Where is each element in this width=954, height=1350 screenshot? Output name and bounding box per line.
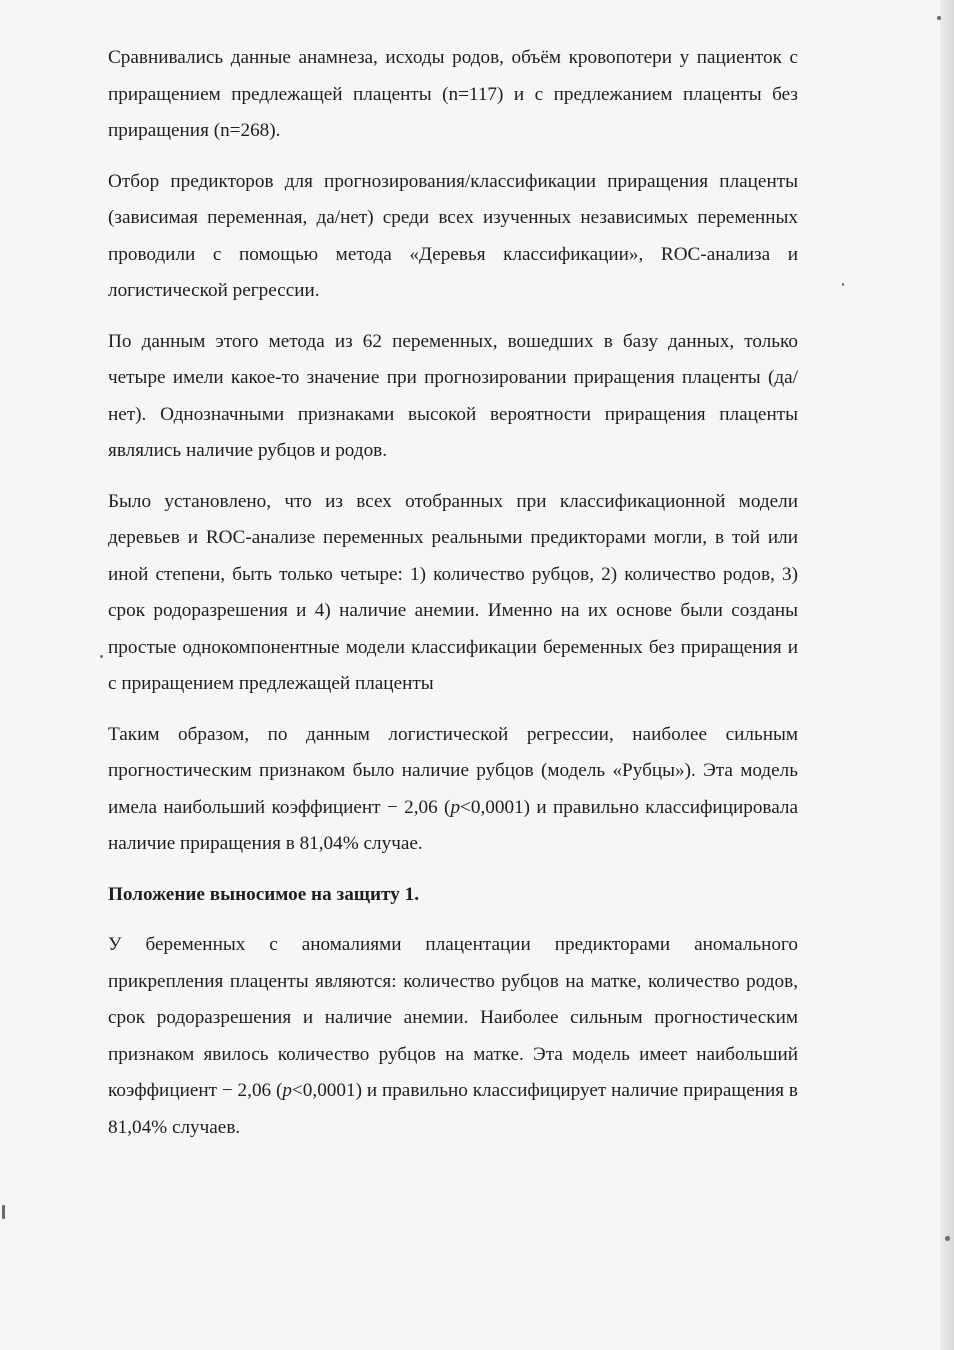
- paragraph-predictor-selection: Отбор предикторов для прогнозирования/классификации приращения плаценты (зависимая переменная, да/нет) среди всех изученных независимых переменных проводили с помощью метода «Деревья классификации», ROC-анализа и логистической регрессии.: [108, 170, 798, 301]
- paragraph-text: <0,0001) и правильно классифицирует наличие приращения в 81,04% случаев.: [108, 1080, 798, 1138]
- page-edge-shadow: [940, 0, 954, 1350]
- paragraph-method-results: По данным этого метода из 62 переменных, вошедших в базу данных, только четыре имели какое-то значение при прогнозировании приращения плаценты (да/нет). Однозначными признаками высокой вероятности приращения плаценты являлись наличие рубцов и родов.: [108, 330, 798, 461]
- section-heading: Положение выносимое на защиту 1.: [108, 883, 419, 905]
- scan-speck: [2, 1205, 5, 1219]
- paragraph-text: У беременных с аномалиями плацентации предикторами аномального прикрепления плаценты являются: количество рубцов на матке, количество родов, срок родоразрешения и наличие анемии. Наиболее сильным прогностическим признаком явилось количество рубцов на матке. Эта модель имеет наибольший коэффициент − 2,06 (: [108, 934, 798, 1101]
- scan-speck: [937, 16, 941, 20]
- paragraph-text: Таким образом, по данным логистической регрессии, наиболее сильным прогностическим признаком было наличие рубцов (модель «Рубцы»). Эта модель имела наибольший коэффициент − 2,06 (: [108, 723, 798, 818]
- paragraph-text: <0,0001) и правильно классифицировала наличие приращения в 81,04% случае.: [108, 796, 798, 854]
- paragraph-predictors-established: Было установлено, что из всех отобранных при классификационной модели деревьев и ROC-анализе переменных реальными предикторами могли, в той или иной степени, быть только четыре: 1) количество рубцов, 2) количество родов, 3) срок родоразрешения и 4) наличие анемии. Именно на их основе были созданы простые однокомпонентные модели классификации беременных без приращения и с приращением предлежащей плаценты: [108, 490, 798, 694]
- scan-speck: [945, 1236, 950, 1241]
- document-body: [108, 40, 798, 1160]
- scan-speck: [842, 283, 844, 286]
- paragraph-thesis-statement: [108, 927, 798, 1146]
- p-value-symbol: p: [282, 1080, 292, 1101]
- p-value-symbol: p: [450, 796, 461, 818]
- paragraph-data-comparison: Сравнивались данные анамнеза, исходы родов, объём кровопотери у пациенток с приращением предлежащей плаценты (n=117) и с предлежанием плаценты без приращения (n=268).: [108, 47, 798, 141]
- paragraph-logistic-regression: [108, 717, 798, 863]
- scan-speck: [100, 655, 103, 658]
